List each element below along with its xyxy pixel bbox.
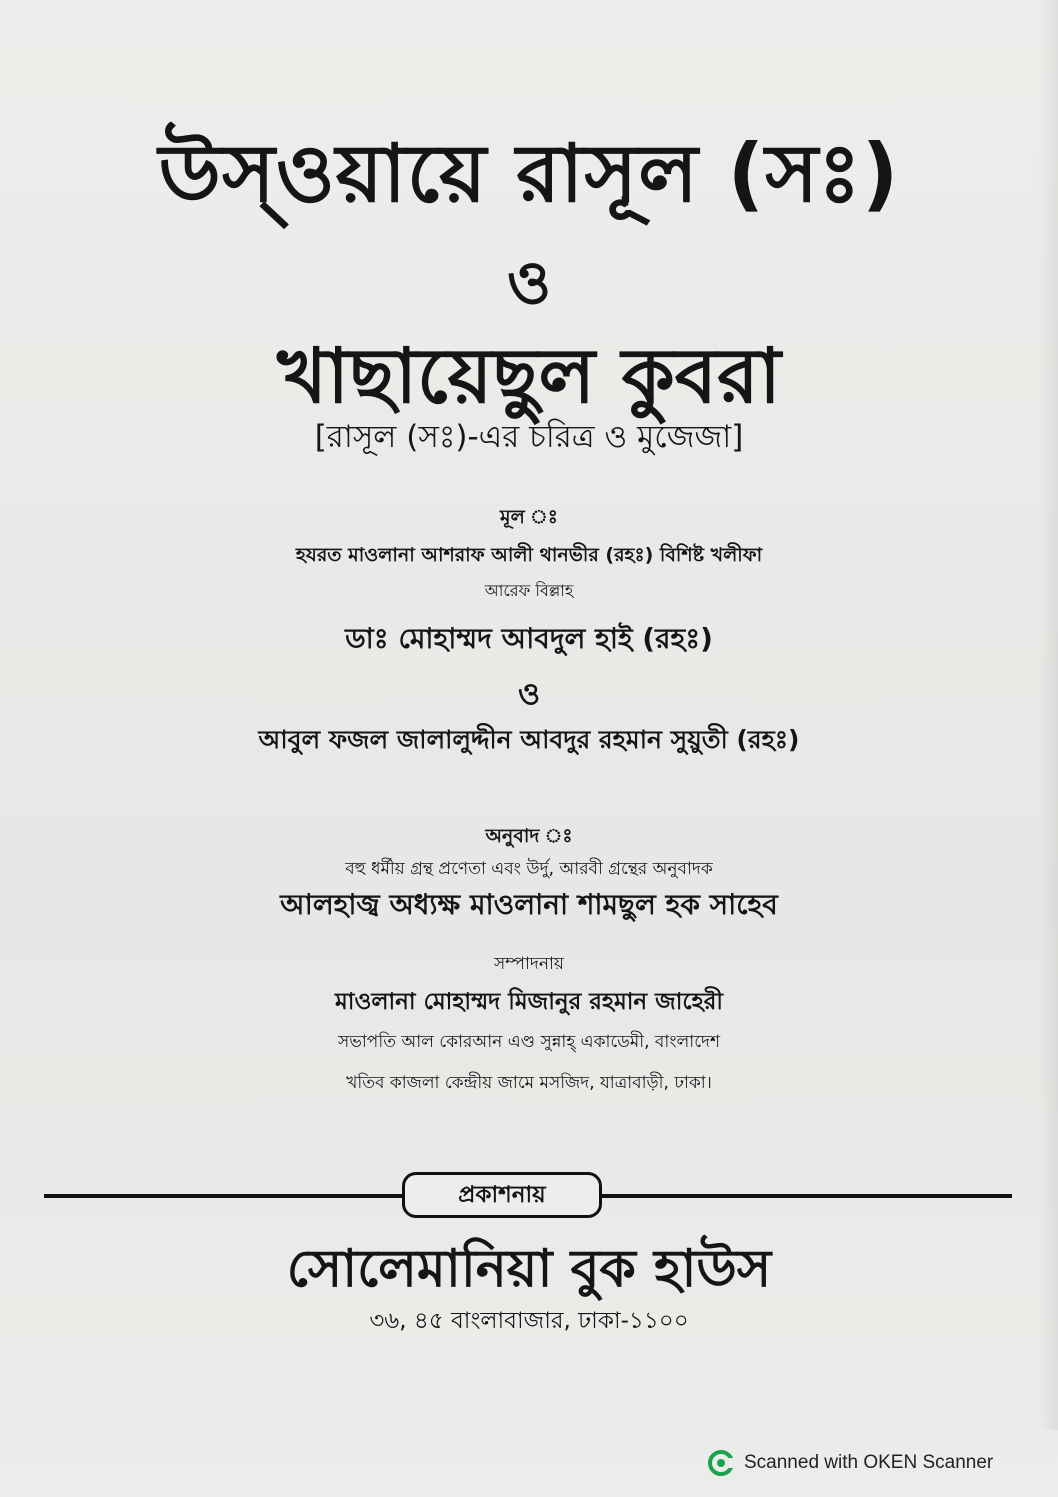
original-author-1: ডাঃ মোহাম্মদ আবদুল হাই (রহঃ) xyxy=(345,622,713,655)
original-label: মূল ঃ xyxy=(500,506,558,528)
translation-label: অনুবাদ ঃ xyxy=(485,825,573,847)
original-description: হযরত মাওলানা আশরাফ আলী থানভীর (রহঃ) বিশিষ্ট খলীফা xyxy=(295,544,763,566)
translator-description: বহু ধর্মীয় গ্রন্থ প্রণেতা এবং উর্দু, আরবী গ্রন্থের অনুবাদক xyxy=(345,859,713,879)
original-honorific: আরেফ বিল্লাহ xyxy=(484,581,574,600)
scanner-watermark-text: Scanned with OKEN Scanner xyxy=(744,1452,994,1473)
book-subtitle: [রাসূল (সঃ)-এর চরিত্র ও মুজেজা] xyxy=(314,419,744,455)
book-title-conjunction: ও xyxy=(506,248,552,318)
publisher-label-box xyxy=(402,1172,602,1218)
book-title-line2: খাছায়েছুল কুবরা xyxy=(277,331,781,420)
editor-name: মাওলানা মোহাম্মদ মিজানুর রহমান জাহেরী xyxy=(335,989,723,1015)
book-title-line1: উস্ওয়ায়ে রাসূল (সঃ) xyxy=(158,127,900,220)
original-author-2: আবুল ফজল জালালুদ্দীন আবদুর রহমান সুয়ুতী (রহঃ) xyxy=(258,725,800,754)
publisher-address: ৩৬, ৪৫ বাংলাবাজার, ঢাকা-১১০০ xyxy=(369,1308,689,1334)
translator-name: আলহাজ্ব অধ্যক্ষ মাওলানা শামছুল হক সাহেব xyxy=(280,888,778,921)
publisher-name: সোলেমানিয়া বুক হাউস xyxy=(286,1239,772,1299)
publisher-label: প্রকাশনায় xyxy=(458,1182,546,1208)
scanner-watermark xyxy=(708,1448,993,1478)
editor-role-2: খতিব কাজলা কেন্দ্রীয় জামে মসজিদ, যাত্রাবাড়ী, ঢাকা। xyxy=(346,1073,712,1093)
publisher-divider-left xyxy=(44,1194,402,1198)
publisher-divider-right xyxy=(602,1194,1012,1198)
oken-scanner-logo-icon xyxy=(708,1449,736,1477)
editor-role-1: সভাপতি আল কোরআন এণ্ড সুন্নাহ্ একাডেমী, বাংলাদেশ xyxy=(337,1032,721,1052)
original-conjunction: ও xyxy=(517,677,541,712)
editing-label: সম্পাদনায় xyxy=(494,954,564,974)
